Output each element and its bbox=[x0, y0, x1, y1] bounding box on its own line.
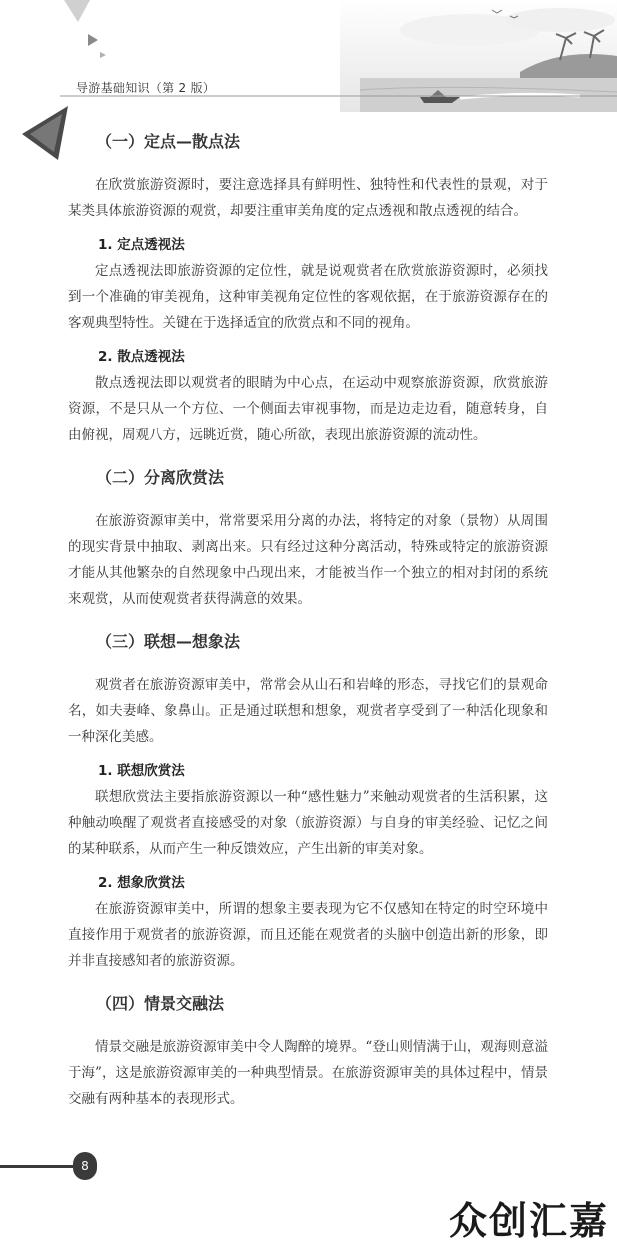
sub-heading-association: 1. 联想欣赏法 bbox=[98, 763, 185, 779]
section-paragraph: 情景交融是旅游资源审美中令人陶醉的境界。“登山则情满于山，观海则意溢于海”，这是旅游资源审美的一种典型情景。在旅游资源审美的具体过程中，情景交融有两种基本的表现形式。 bbox=[68, 1039, 548, 1107]
header-banner bbox=[0, 0, 617, 112]
section-paragraph: 定点透视法即旅游资源的定位性，就是说观赏者在欣赏旅游资源时，必须找到一个准确的审美视角，这种审美视角定位性的客观依据，在于旅游资源存在的客观典型特性。关键在于选择适宜的欣赏点和不同的视角。 bbox=[68, 263, 548, 331]
section-paragraph: 在旅游资源审美中，常常要采用分离的办法，将特定的对象（景物）从周围的现实背景中抽取、剥离出来。只有经过这种分离活动，特殊或特定的旅游资源才能从其他繁杂的自然现象中凸现出来，才能被当作一个独立的相对封闭的系统来观赏，从而使观赏者获得满意的效果。 bbox=[68, 513, 548, 607]
sub-heading-scatter-point: 2. 散点透视法 bbox=[98, 349, 185, 365]
section-paragraph: 观赏者在旅游资源审美中，常常会从山石和岩峰的形态，寻找它们的景观命名，如夫妻峰、象鼻山。正是通过联想和想象，观赏者享受到了一种活化现象和一种深化美感。 bbox=[68, 677, 548, 745]
sub-heading-fixed-point: 1. 定点透视法 bbox=[98, 237, 185, 253]
sub-heading-imagination: 2. 想象欣赏法 bbox=[98, 875, 185, 891]
section-paragraph: 在旅游资源审美中，所谓的想象主要表现为它不仅感知在特定的时空环境中直接作用于观赏者的旅游资源，而且还能在观赏者的头脑中创造出新的形象，即并非直接感知者的旅游资源。 bbox=[68, 901, 548, 969]
section-paragraph: 散点透视法即以观赏者的眼睛为中心点，在运动中观察旅游资源，欣赏旅游资源，不是只从一个方位、一个侧面去审视事物，而是边走边看，随意转身，自由俯视，周观八方，远眺近赏，随心所欲，表现出旅游资源的流动性。 bbox=[68, 375, 548, 443]
section-heading-association-imagination: （三）联想—想象法 bbox=[96, 632, 241, 651]
section-paragraph: 在欣赏旅游资源时，要注意选择具有鲜明性、独特性和代表性的景观，对于某类具体旅游资源的观赏，却要注重审美角度的定点透视和散点透视的结合。 bbox=[68, 177, 548, 219]
watermark-logo: 众创汇嘉 bbox=[448, 1199, 609, 1243]
footer-line bbox=[0, 1165, 78, 1168]
page-number: 8 bbox=[73, 1152, 97, 1180]
section-heading-separation: （二）分离欣赏法 bbox=[96, 468, 225, 487]
book-title: 导游基础知识（第 2 版） bbox=[76, 81, 216, 95]
section-paragraph: 联想欣赏法主要指旅游资源以一种“感性魅力”来触动观赏者的生活积累，这种触动唤醒了观赏者直接感受的对象（旅游资源）与自身的审美经验、记忆之间的某种联系，从而产生一种反馈效应，产生出新的审美对象。 bbox=[68, 789, 548, 857]
page-content bbox=[68, 128, 548, 1112]
section-heading-fixed-scatter-point: （一）定点—散点法 bbox=[96, 132, 241, 151]
section-heading-scene-emotion: （四）情景交融法 bbox=[96, 994, 225, 1013]
